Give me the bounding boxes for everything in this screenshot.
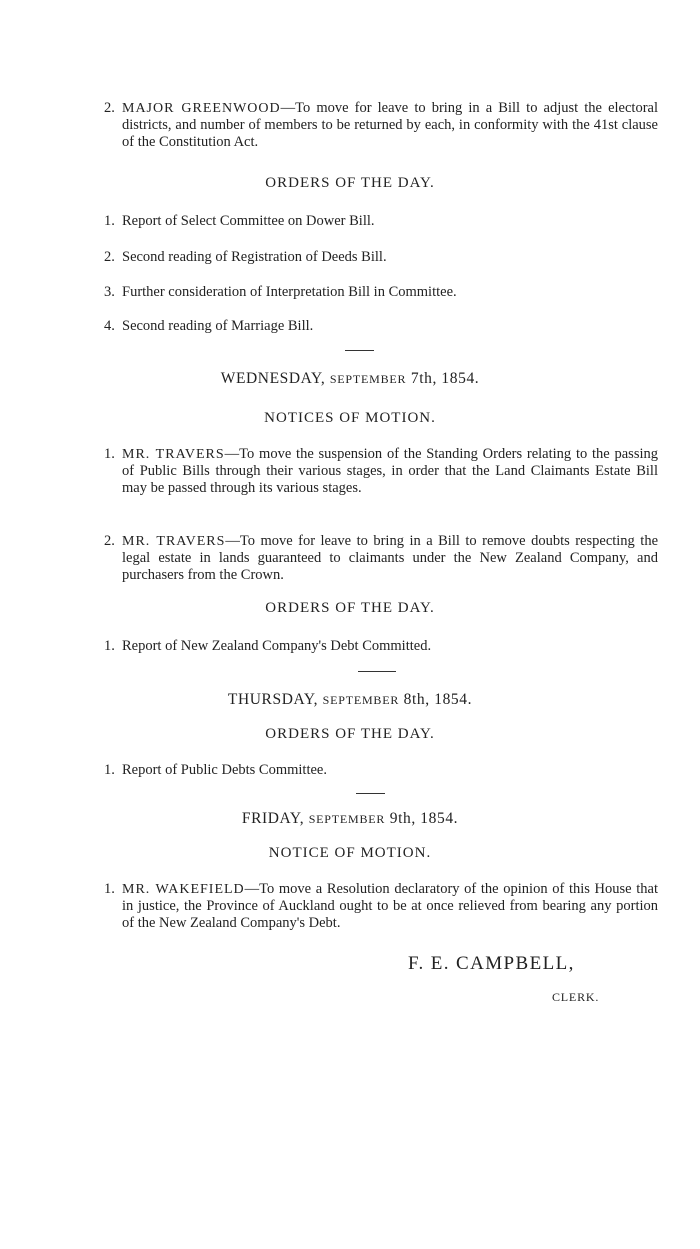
order-item [104,318,658,335]
order-text: Second reading of Registration of Deeds Bill. [122,249,387,265]
day-name: FRIDAY, [241,810,305,827]
month-name: SEPTEMBER [322,693,400,707]
member-name: MR. TRAVERS [122,447,225,462]
motion-travers-1 [104,446,658,497]
motion-text: —To move for leave to bring in a Bill to remove doubts respecting the legal estate in lands guaranteed to claimants under the New Zealand Company, and purchasers from the Crown. [122,533,659,583]
item-number: 2. [104,249,115,265]
item-number: 1. [104,762,115,778]
order-item [104,249,658,266]
order-item [104,284,658,301]
item-number: 3. [104,284,115,300]
order-item [104,762,658,779]
order-text: Second reading of Marriage Bill. [122,318,314,334]
notices-of-motion-heading: NOTICES OF MOTION. [264,410,436,426]
date-heading-thursday [0,691,700,709]
item-number: 1. [104,446,115,462]
date-heading-wednesday [0,370,700,388]
date-rest: 7th, 1854. [410,370,480,387]
order-text: Report of Public Debts Committee. [122,762,327,778]
motion-text: —To move a Resolution declaratory of the opinion of this House that in justice, the Province of Auckland ought to be at once relieved from bearing any portion of the New Zealand Company's Debt. [122,881,658,931]
orders-of-the-day-heading: ORDERS OF THE DAY. [265,600,435,616]
member-name: MR. WAKEFIELD [122,882,245,897]
item-number: 2. [104,100,115,116]
section-divider [345,350,374,351]
date-rest: 9th, 1854. [389,810,459,827]
day-name: THURSDAY, [227,691,319,708]
date-heading-friday [0,810,700,828]
motion-text: —To move the suspension of the Standing Orders relating to the passing of Public Bills through their various stages, in order that the Land Claimants Estate Bill may be passed through its various stages. [122,446,658,496]
motion-greenwood [104,100,658,151]
section-divider [358,671,396,672]
item-number: 1. [104,638,115,654]
month-name: SEPTEMBER [308,812,386,826]
motion-text: —To move for leave to bring in a Bill to adjust the electoral districts, and number of members to be returned by each, in conformity with the 41st clause of the Constitution Act. [122,100,658,150]
date-rest: 8th, 1854. [403,691,473,708]
signature-title: CLERK. [552,990,600,1004]
item-number: 2. [104,533,115,549]
motion-wakefield [104,881,658,932]
month-name: SEPTEMBER [329,372,407,386]
day-name: WEDNESDAY, [220,370,326,387]
item-number: 4. [104,318,115,334]
order-text: Further consideration of Interpretation Bill in Committee. [122,284,457,300]
item-number: 1. [104,213,115,229]
member-name: MAJOR GREENWOOD [122,101,281,116]
section-divider [356,793,385,794]
member-name: MR. TRAVERS [122,534,226,549]
order-text: Report of New Zealand Company's Debt Committed. [122,638,432,654]
motion-travers-2 [104,533,658,584]
orders-of-the-day-heading: ORDERS OF THE DAY. [265,175,435,191]
item-number: 1. [104,881,115,897]
signature-name: F. E. CAMPBELL, [408,953,575,974]
order-item [104,638,658,655]
order-item [104,213,658,230]
notice-of-motion-heading: NOTICE OF MOTION. [268,845,432,861]
order-text: Report of Select Committee on Dower Bill. [122,213,375,229]
orders-of-the-day-heading: ORDERS OF THE DAY. [265,726,435,742]
